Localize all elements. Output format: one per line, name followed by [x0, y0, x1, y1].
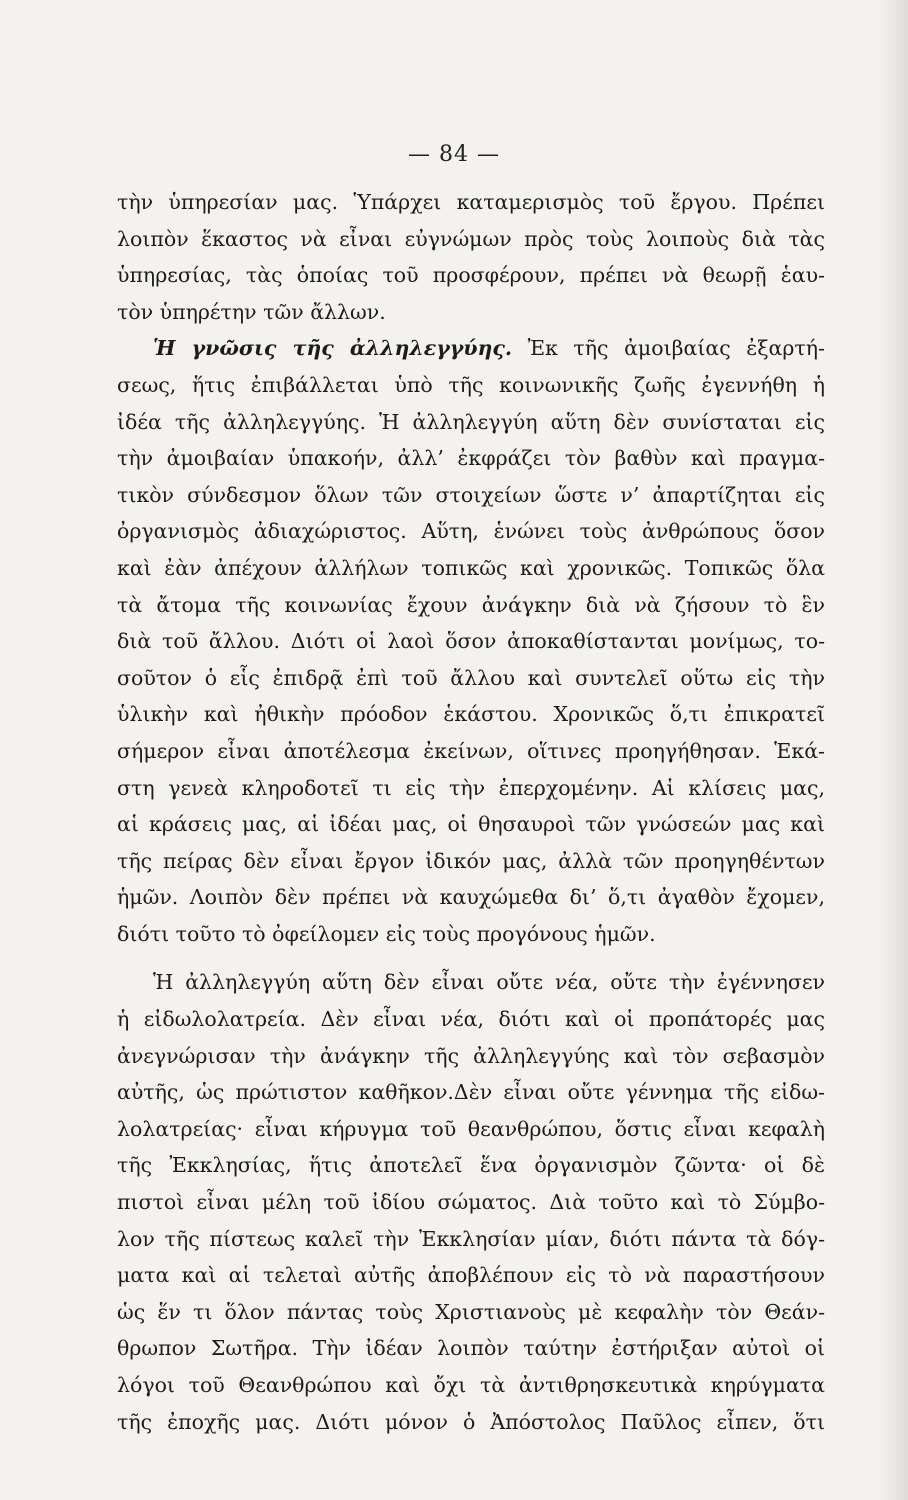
text-line-rest: Ἐκ τῆς ἀμοιβαίας ἐξαρτή- [527, 336, 825, 361]
body-text [117, 184, 825, 1440]
text-line: Ἡ ἀλληλεγγύη αὕτη δὲν εἶναι οὔτε νέα, οὔτε τὴν ἐγέννησεν [153, 970, 825, 995]
section-heading: Ἡ γνῶσις τῆς ἀλληλεγγύης. [153, 336, 513, 361]
text-line: ματα καὶ αἱ τελεταὶ αὐτῆς ἀποβλέπουν εἰς τὸ νὰ παραστήσουν [117, 1263, 825, 1288]
text-line: διότι τοῦτο τὸ ὀφείλομεν εἰς τοὺς προγόνους ἡμῶν. [117, 921, 656, 946]
text-line: τῆς ἐποχῆς μας. Διότι μόνον ὁ Ἀπόστολος Παῦλος εἶπεν, ὅτι [117, 1409, 825, 1434]
text-line: τὰ ἄτομα τῆς κοινωνίας ἔχουν ἀνάγκην διὰ νὰ ζήσουν τὸ ἓν [117, 592, 825, 617]
text-line-with-heading [117, 330, 825, 367]
text-line: λοιπὸν ἕκαστος νὰ εἶναι εὐγνώμων πρὸς τοὺς λοιποὺς διὰ τὰς [117, 226, 825, 251]
text-line: πιστοὶ εἶναι μέλη τοῦ ἰδίου σώματος. Διὰ τοῦτο καὶ τὸ Σύμβο- [117, 1190, 825, 1215]
text-line: λον τῆς πίστεως καλεῖ τὴν Ἐκκλησίαν μίαν, διότι πάντα τὰ δόγ- [117, 1226, 825, 1251]
text-line: αὐτῆς, ὡς πρώτιστον καθῆκον.Δὲν εἶναι οὔτε γέννημα τῆς εἰδω- [117, 1080, 825, 1105]
text-line: τὸν ὑπηρέτην τῶν ἄλλων. [117, 299, 386, 324]
text-line: λολατρείας· εἶναι κήρυγμα τοῦ θεανθρώπου, ὅστις εἶναι κεφαλὴ [117, 1116, 825, 1141]
text-line: τικὸν σύνδεσμον ὅλων τῶν στοιχείων ὥστε ν’ ἀπαρτίζηται εἰς [117, 482, 825, 507]
text-line: λόγοι τοῦ Θεανθρώπου καὶ ὄχι τὰ ἀντιθρησκευτικὰ κηρύγματα [117, 1373, 825, 1397]
text-line: καὶ ἐὰν ἀπέχουν ἀλλήλων τοπικῶς καὶ χρονικῶς. Τοπικῶς ὅλα [117, 555, 825, 580]
text-line: τὴν ἀμοιβαίαν ὑπακοήν, ἀλλ’ ἐκφράζει τὸν βαθὺν καὶ πραγμα- [117, 446, 825, 471]
text-line: ὡς ἕν τι ὅλον πάντας τοὺς Χριστιανοὺς μὲ κεφαλὴν τὸν Θεάν- [117, 1299, 825, 1324]
text-line: αἱ κράσεις μας, αἱ ἰδέαι μας, οἱ θησαυροὶ τῶν γνώσεών μας καὶ [117, 812, 825, 837]
paragraph-1 [117, 184, 825, 330]
text-line: τὴν ὑπηρεσίαν μας. Ὑπάρχει καταμερισμὸς τοῦ ἔργου. Πρέπει [117, 190, 825, 214]
text-line: ὑπηρεσίας, τὰς ὁποίας τοῦ προσφέρουν, πρέπει νὰ θεωρῇ ἑαυ- [117, 263, 825, 288]
text-line: τῆς πείρας δὲν εἶναι ἔργον ἰδικόν μας, ἀλλὰ τῶν προηγηθέντων [117, 848, 825, 873]
text-line: ὑλικὴν καὶ ἠθικὴν πρόοδον ἑκάστου. Χρονικῶς ὅ,τι ἐπικρατεῖ [117, 702, 825, 727]
text-line: ἡ εἰδωλολατρεία. Δὲν εἶναι νέα, διότι καὶ οἱ προπάτορές μας [117, 1007, 825, 1032]
page-edge-shadow [878, 0, 908, 1500]
text-line: σοῦτον ὁ εἷς ἐπιδρᾷ ἐπὶ τοῦ ἄλλου καὶ συντελεῖ οὕτω εἰς τὴν [117, 665, 825, 690]
paragraph-spacer [117, 952, 825, 964]
text-line: ἡμῶν. Λοιπὸν δὲν πρέπει νὰ καυχώμεθα δι’ ὅ,τι ἀγαθὸν ἔχομεν, [117, 885, 825, 910]
text-line: τῆς Ἐκκλησίας, ἥτις ἀποτελεῖ ἕνα ὀργανισμὸν ζῶντα· οἱ δὲ [117, 1153, 825, 1178]
paragraph-2 [117, 330, 825, 952]
text-line: σεως, ἥτις ἐπιβάλλεται ὑπὸ τῆς κοινωνικῆς ζωῆς ἐγεννήθη ἡ [117, 372, 825, 397]
text-line: στη γενεὰ κληροδοτεῖ τι εἰς τὴν ἐπερχομένην. Αἱ κλίσεις μας, [117, 775, 825, 800]
page-number: — 84 — [408, 142, 500, 167]
text-line: ἀνεγνώρισαν τὴν ἀνάγκην τῆς ἀλληλεγγύης καὶ τὸν σεβασμὸν [117, 1043, 825, 1068]
paragraph-3 [117, 964, 825, 1440]
text-line: θρωπον Σωτῆρα. Τὴν ἰδέαν λοιπὸν ταύτην ἐστήριξαν αὐτοὶ οἱ [117, 1336, 825, 1361]
text-line: σήμερον εἶναι ἀποτέλεσμα ἐκείνων, οἵτινες προηγήθησαν. Ἑκά- [117, 738, 825, 763]
text-line: ὀργανισμὸς ἀδιαχώριστος. Αὕτη, ἑνώνει τοὺς ἀνθρώπους ὅσον [117, 519, 825, 544]
text-line: διὰ τοῦ ἄλλου. Διότι οἱ λαοὶ ὅσον ἀποκαθίστανται μονίμως, το- [117, 629, 825, 654]
text-line: ἰδέα τῆς ἀλληλεγγύης. Ἡ ἀλληλεγγύη αὕτη δὲν συνίσταται εἰς [117, 409, 825, 434]
